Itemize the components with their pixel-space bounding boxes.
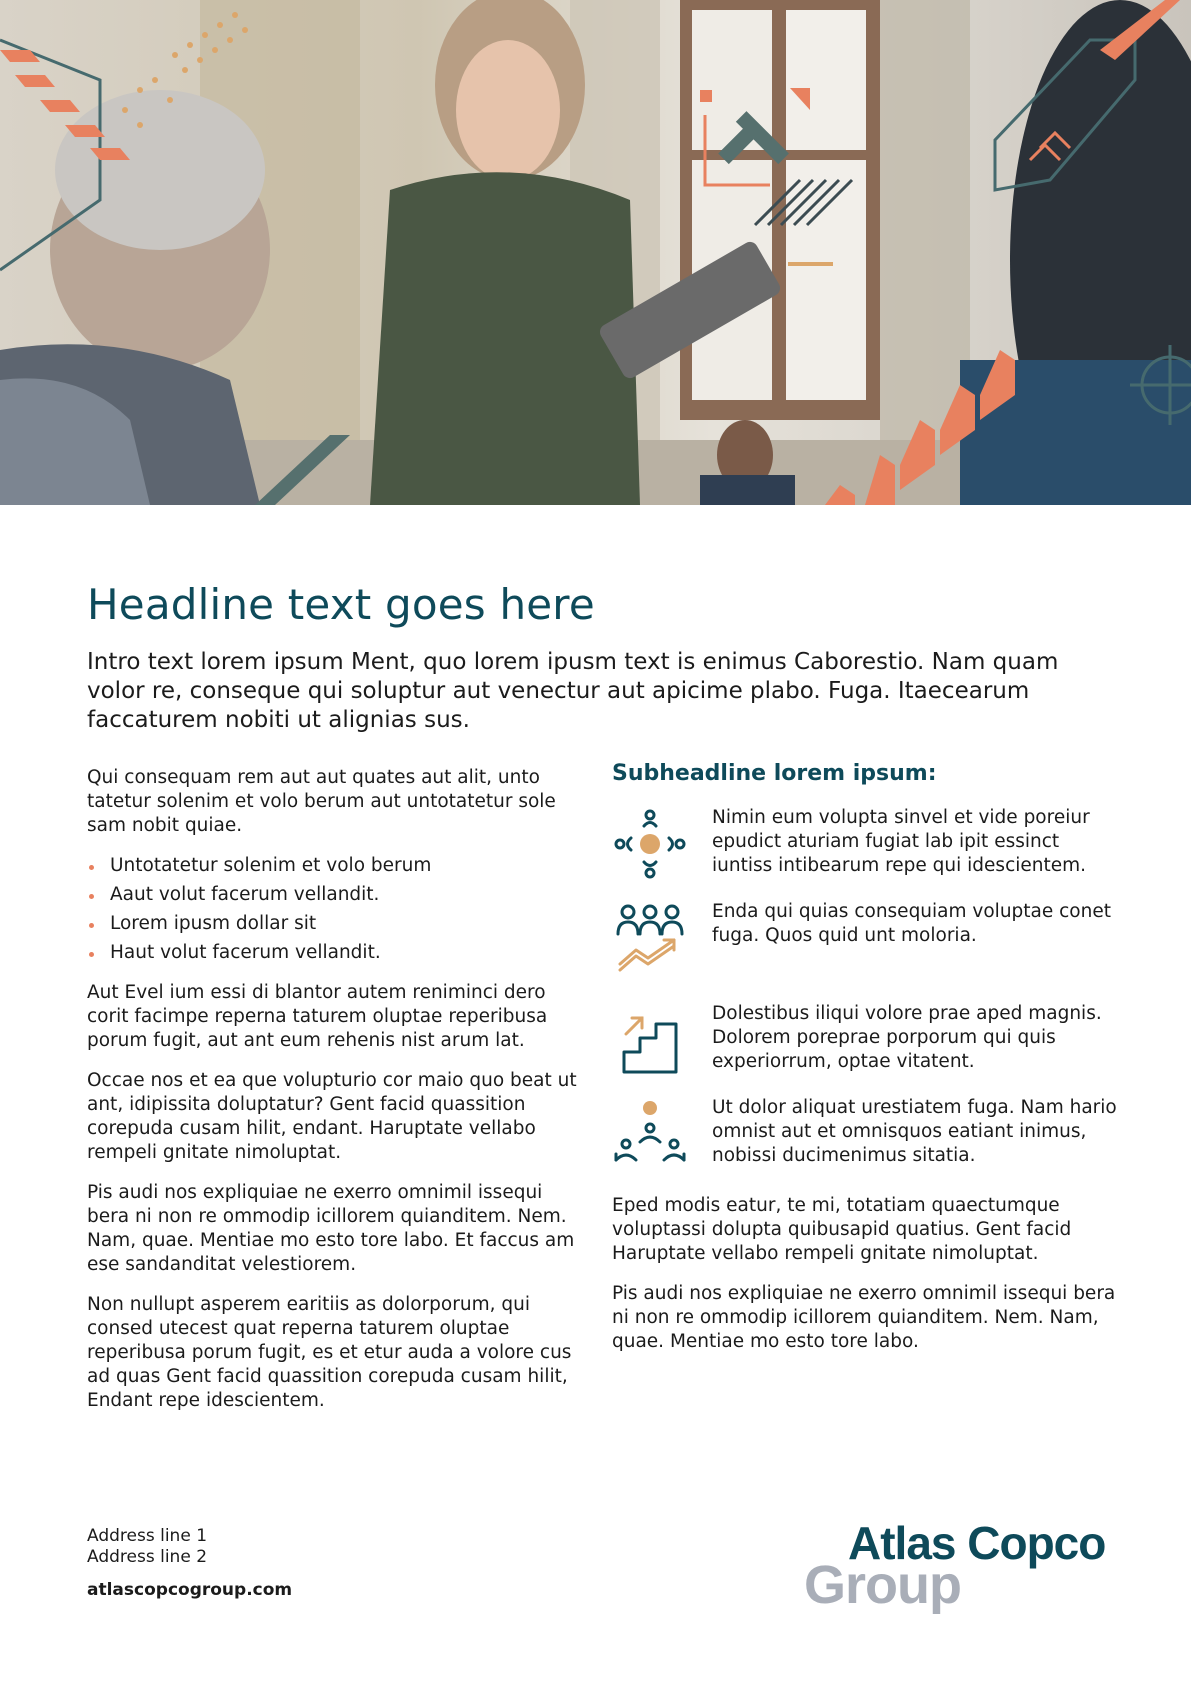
bullet-item: Aaut volut facerum vellandit. <box>87 883 587 907</box>
right-paragraph-2: Pis audi nos expliquiae ne exerro omnimil issequi bera ni non re ommodip icillorem quianditem. Nem. Nam, quae. Mentiae mo esto tore labo. <box>612 1283 1116 1352</box>
left-paragraph-2: Aut Evel ium essi di blantor autem reniminci dero corit facimpe reperna taturem oluptae reperibusa porum fugit, aut ant eum rehenis nist arum lat. <box>87 982 548 1051</box>
feature-item <box>612 806 1117 882</box>
atlas-copco-group-logo <box>800 1516 1130 1616</box>
bullet-list <box>87 854 587 965</box>
address-line-2: Address line 2 <box>87 1547 208 1567</box>
stairs-progress-icon <box>612 1002 688 1078</box>
left-paragraph-1: Qui consequam rem aut aut quates aut alit, unto tatetur solenim et volo berum aut untotatetur sole sam nobit quiae. <box>87 767 556 836</box>
feature-text: Nimin eum volupta sinvel et vide poreiur epudict aturiam fugiat lab ipit essinct iuntiss intibearum repe qui idescientem. <box>712 807 1090 876</box>
bullet-dot-icon <box>89 894 94 899</box>
left-paragraph-4: Pis audi nos expliquiae ne exerro omnimil issequi bera ni non re ommodip icillorem quianditem. Nem. Nam, quae. Mentiae mo esto tore labo. Et faccus am ese sandanditat velestiorem. <box>87 1182 575 1275</box>
team-growth-icon <box>612 900 688 976</box>
right-paragraph-1: Eped modis eatur, te mi, totatiam quaectumque voluptassi dolupta quibusapid quatius. Gent facid Haruptate vellabo rempeli gnitate nimoluptat. <box>612 1195 1072 1264</box>
left-paragraph-3: Occae nos et ea que volupturio cor maio quo beat ut ant, idipissita doluptatur? Gent facid quassition corepuda cusam hilit, endant. Haruptate vellabo rempeli gnitate nimoluptat. <box>87 1070 577 1163</box>
bullet-item: Lorem ipusm dollar sit <box>87 912 587 936</box>
feature-item <box>612 900 1117 976</box>
feature-item <box>612 1096 1117 1172</box>
left-column <box>87 766 587 1429</box>
address-block <box>87 1526 207 1568</box>
logo-line-1: Atlas Copco <box>848 1517 1106 1569</box>
left-paragraph-5: Non nullupt asperem earitiis as dolorporum, qui consed utecest quat reperna taturem oluptae reperibusa porum fugit, es et etur auda a volore cus ad quas Gent facid quassition corepuda cusam hilit, Endant repe idescientem. <box>87 1294 572 1411</box>
address-line-1: Address line 1 <box>87 1526 208 1546</box>
bullet-dot-icon <box>89 923 94 928</box>
bullet-item: Untotatetur solenim et volo berum <box>87 854 587 878</box>
hero-image <box>0 0 1191 505</box>
bullet-dot-icon <box>89 865 94 870</box>
logo-line-2: Group <box>804 1555 961 1615</box>
intro-text: Intro text lorem ipsum Ment, quo lorem ipusm text is enimus Caborestio. Nam quam volor re, conseque qui soluptur aut venectur aut apicime plabo. Fuga. Itaecearum faccaturem nobiti ut alignias sus. <box>87 649 1059 733</box>
feature-text: Ut dolor aliquat urestiatem fuga. Nam hario omnist aut et omnisquos eatiant inimus, nobissi ducimenimus sitatia. <box>712 1097 1117 1166</box>
feature-text: Enda qui quias consequiam voluptae conet fuga. Quos quid unt moloria. <box>712 901 1111 946</box>
feature-item <box>612 1002 1117 1078</box>
bullet-item: Haut volut facerum vellandit. <box>87 941 587 965</box>
feature-text: Dolestibus iliqui volore prae aped magnis. Dolorem poreprae porporum qui quis experiorrum, optae vitatent. <box>712 1003 1102 1072</box>
right-column <box>612 762 1117 1370</box>
bullet-dot-icon <box>89 952 94 957</box>
leader-group-icon <box>612 1096 688 1172</box>
page-headline: Headline text goes here <box>87 580 595 629</box>
subheadline: Subheadline lorem ipsum: <box>612 761 937 786</box>
team-connections-icon <box>612 806 688 882</box>
website-link[interactable]: atlascopcogroup.com <box>87 1580 293 1600</box>
